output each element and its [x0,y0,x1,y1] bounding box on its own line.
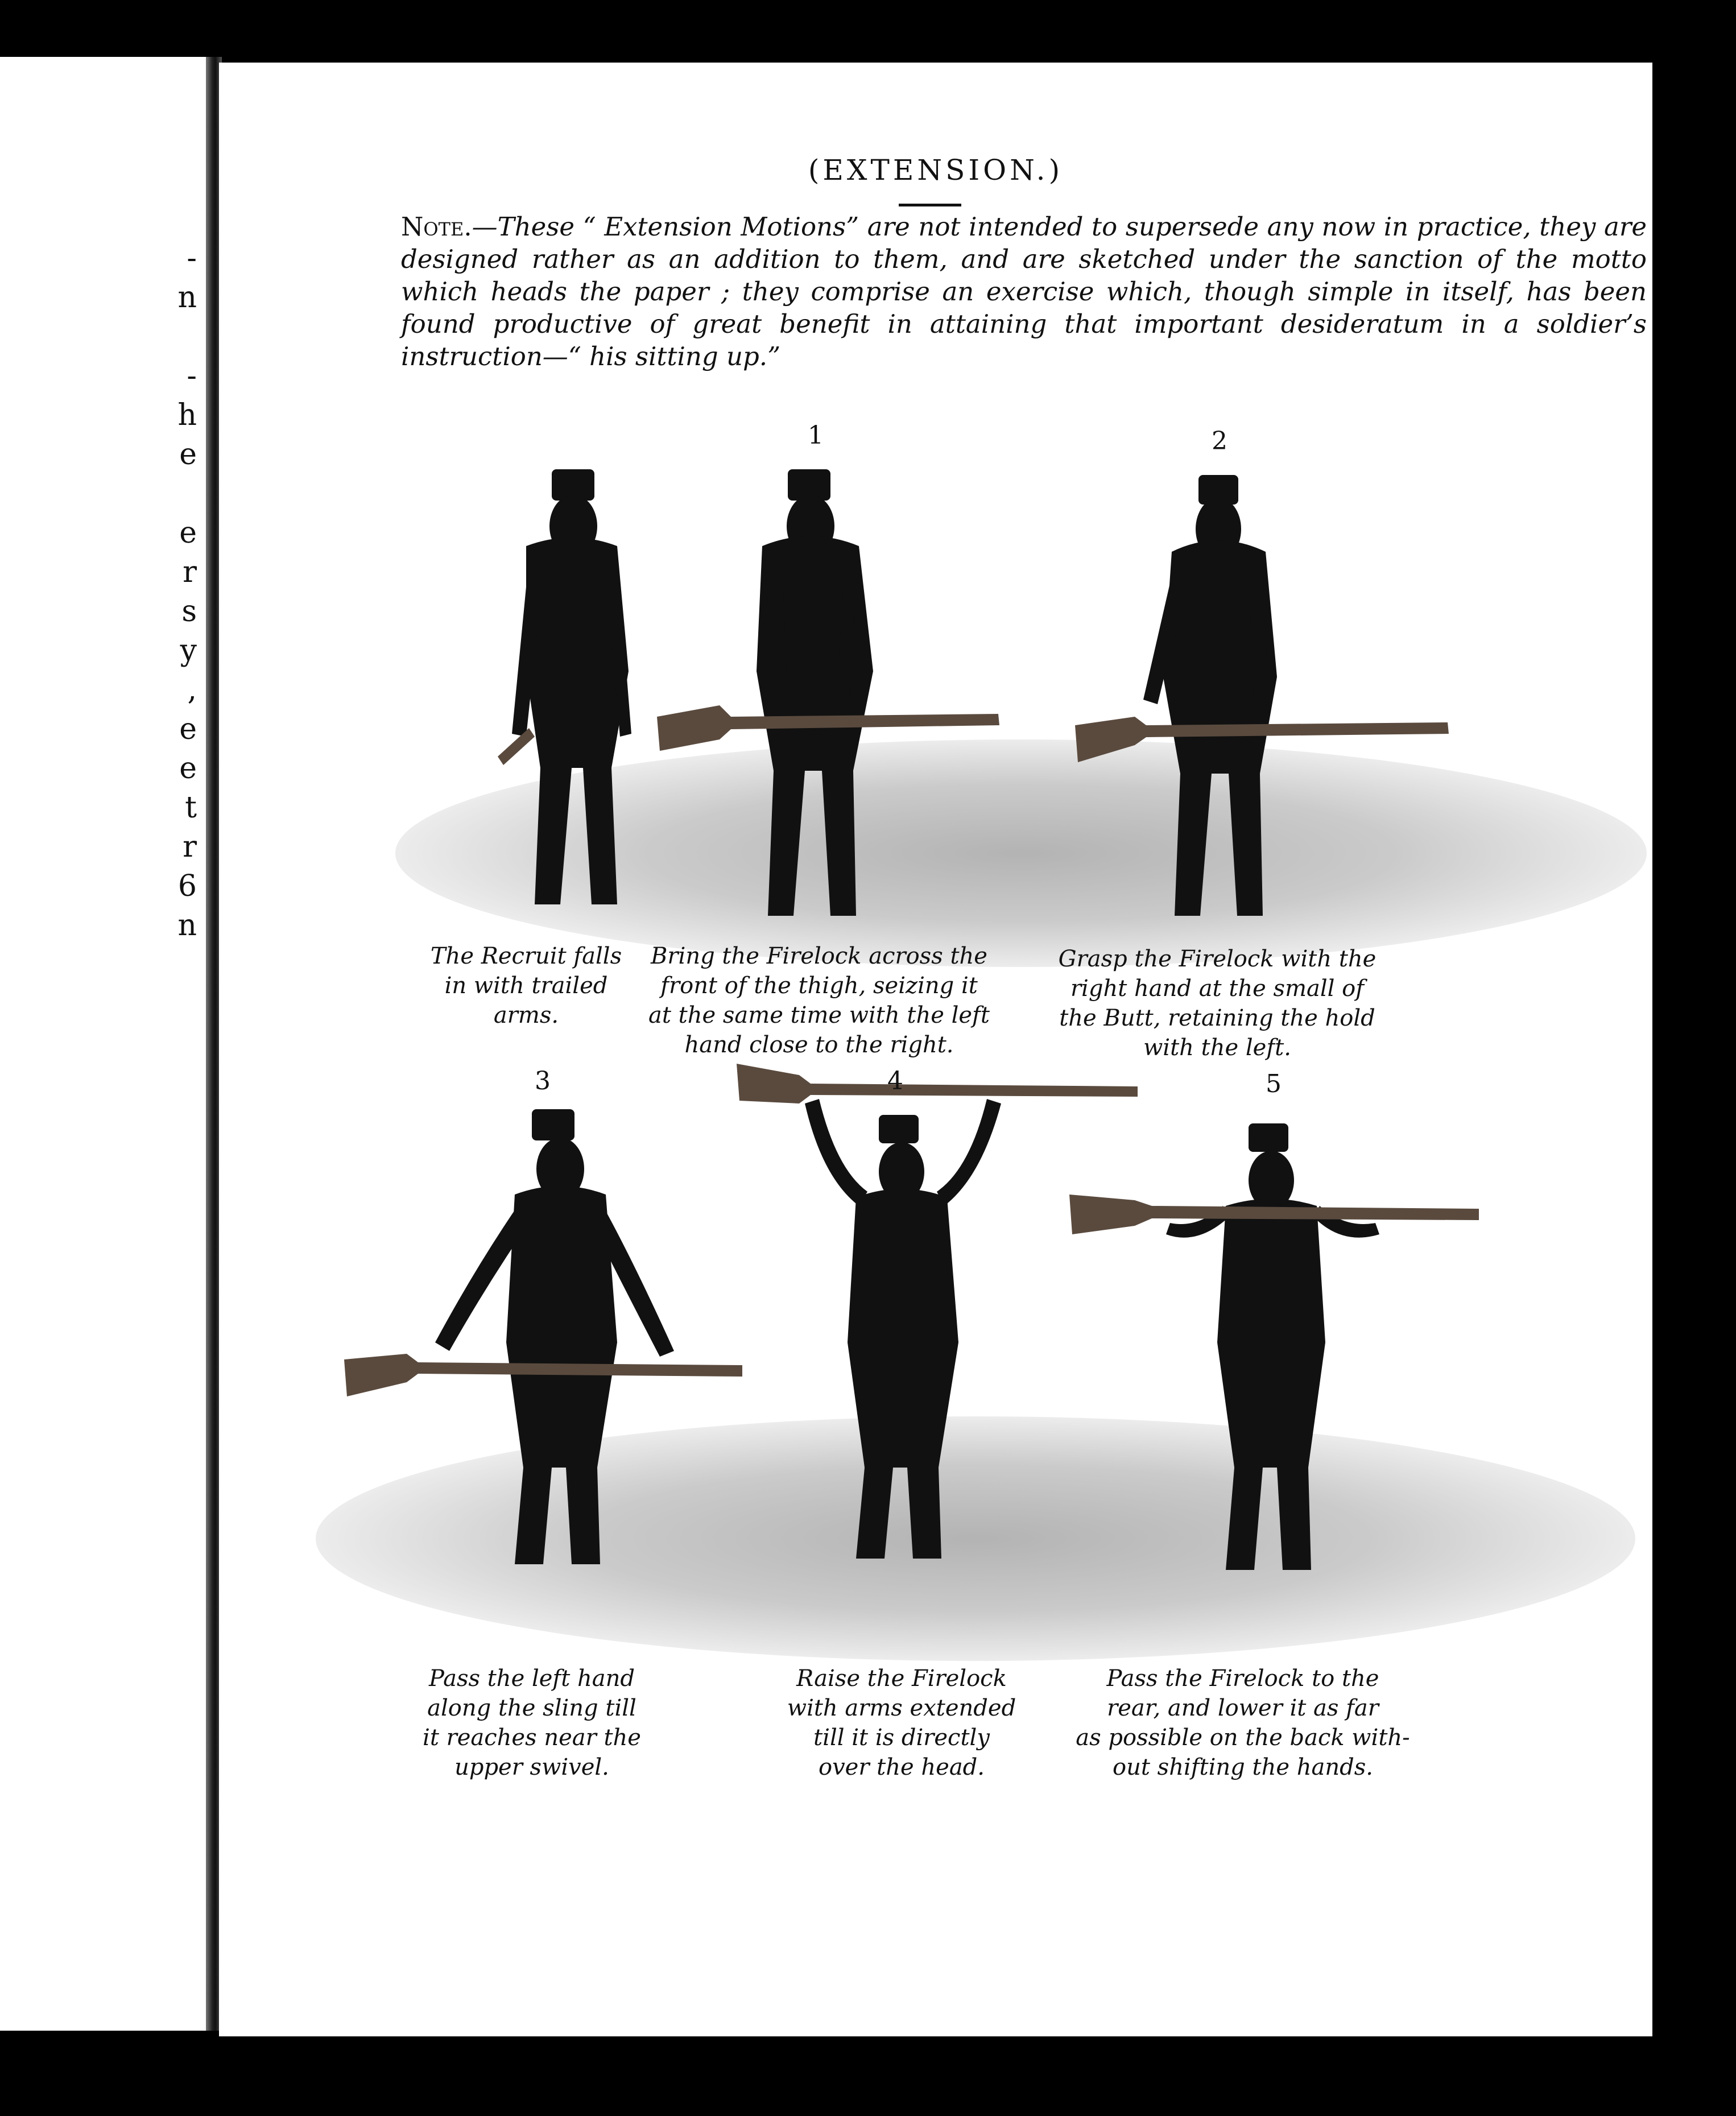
caption-line: The Recruit falls [430,943,622,969]
ground-top [395,739,1647,967]
caption-line: rear, and lower it as far [1107,1695,1379,1721]
note-text: —These “ Extension Motions” are not intended to supersede any now in practice, they are designed rather as an addition to them, and are sketched under the sanction of the motto which heads the paper ; they comprise an exercise which, though simple in itself, has been found productive of great benefit in attaining that important desideratum in a soldier’s instruction—“ his sitting up.” [401,212,1647,371]
left-char: e [179,516,197,550]
left-char [178,317,197,357]
figure-number-2: 2 [1212,427,1227,456]
left-char: r [183,830,197,864]
caption-line: Raise the Firelock [796,1665,1007,1692]
caption-line: as possible on the back with- [1076,1725,1410,1751]
caption-line: it reaches near the [423,1725,641,1751]
page-heading: (EXTENSION.) [808,154,1064,187]
left-char: h [177,398,197,432]
figure-number-4: 4 [887,1067,903,1096]
caption-line: Grasp the Firelock with the [1058,946,1377,972]
caption-line: till it is directly [813,1725,990,1751]
figure-number-5: 5 [1266,1069,1282,1098]
caption-line: arms. [493,1002,559,1028]
caption-recruit [407,941,646,1030]
left-page-text [178,239,197,945]
figure-number-1: 1 [808,421,824,450]
caption-figure-4 [765,1664,1038,1782]
left-char: e [179,712,197,746]
left-char: y [180,634,197,668]
caption-line: Bring the Firelock across the [651,943,987,969]
caption-line: over the head. [818,1754,985,1780]
caption-figure-2 [1038,944,1396,1063]
caption-line: with the left. [1143,1035,1291,1061]
caption-figure-5 [1072,1664,1413,1782]
left-char: , [187,673,197,707]
left-page-fragment [0,57,206,2031]
left-char: 6 [177,869,197,903]
left-char [178,474,197,514]
caption-line: the Butt, retaining the hold [1059,1005,1375,1031]
caption-line: front of the thigh, seizing it [660,973,978,999]
left-char: e [179,751,197,786]
left-char: n [177,280,197,315]
caption-line: with arms extended [787,1695,1016,1721]
left-char: e [179,437,197,472]
caption-line: out shifting the hands. [1113,1754,1373,1780]
left-char: s [181,594,197,629]
left-char: t [185,791,197,825]
caption-line: Pass the Firelock to the [1106,1665,1379,1692]
caption-line: Pass the left hand [429,1665,635,1692]
caption-line: along the sling till [427,1695,636,1721]
main-page [219,63,1652,2036]
caption-line: in with trailed [444,973,608,999]
caption-figure-1 [634,941,1004,1060]
caption-figure-3 [401,1664,663,1782]
figure-number-3: 3 [535,1067,551,1096]
left-char: - [187,359,197,393]
caption-line: right hand at the small of [1070,976,1365,1002]
caption-line: upper swivel. [454,1754,609,1780]
left-char: - [187,241,197,275]
caption-line: hand close to the right. [684,1032,954,1058]
caption-line: at the same time with the left [648,1002,990,1028]
left-char: n [177,908,197,943]
left-char: r [183,555,197,589]
note-lead: Note. [401,212,472,242]
ground-bottom [316,1416,1635,1661]
